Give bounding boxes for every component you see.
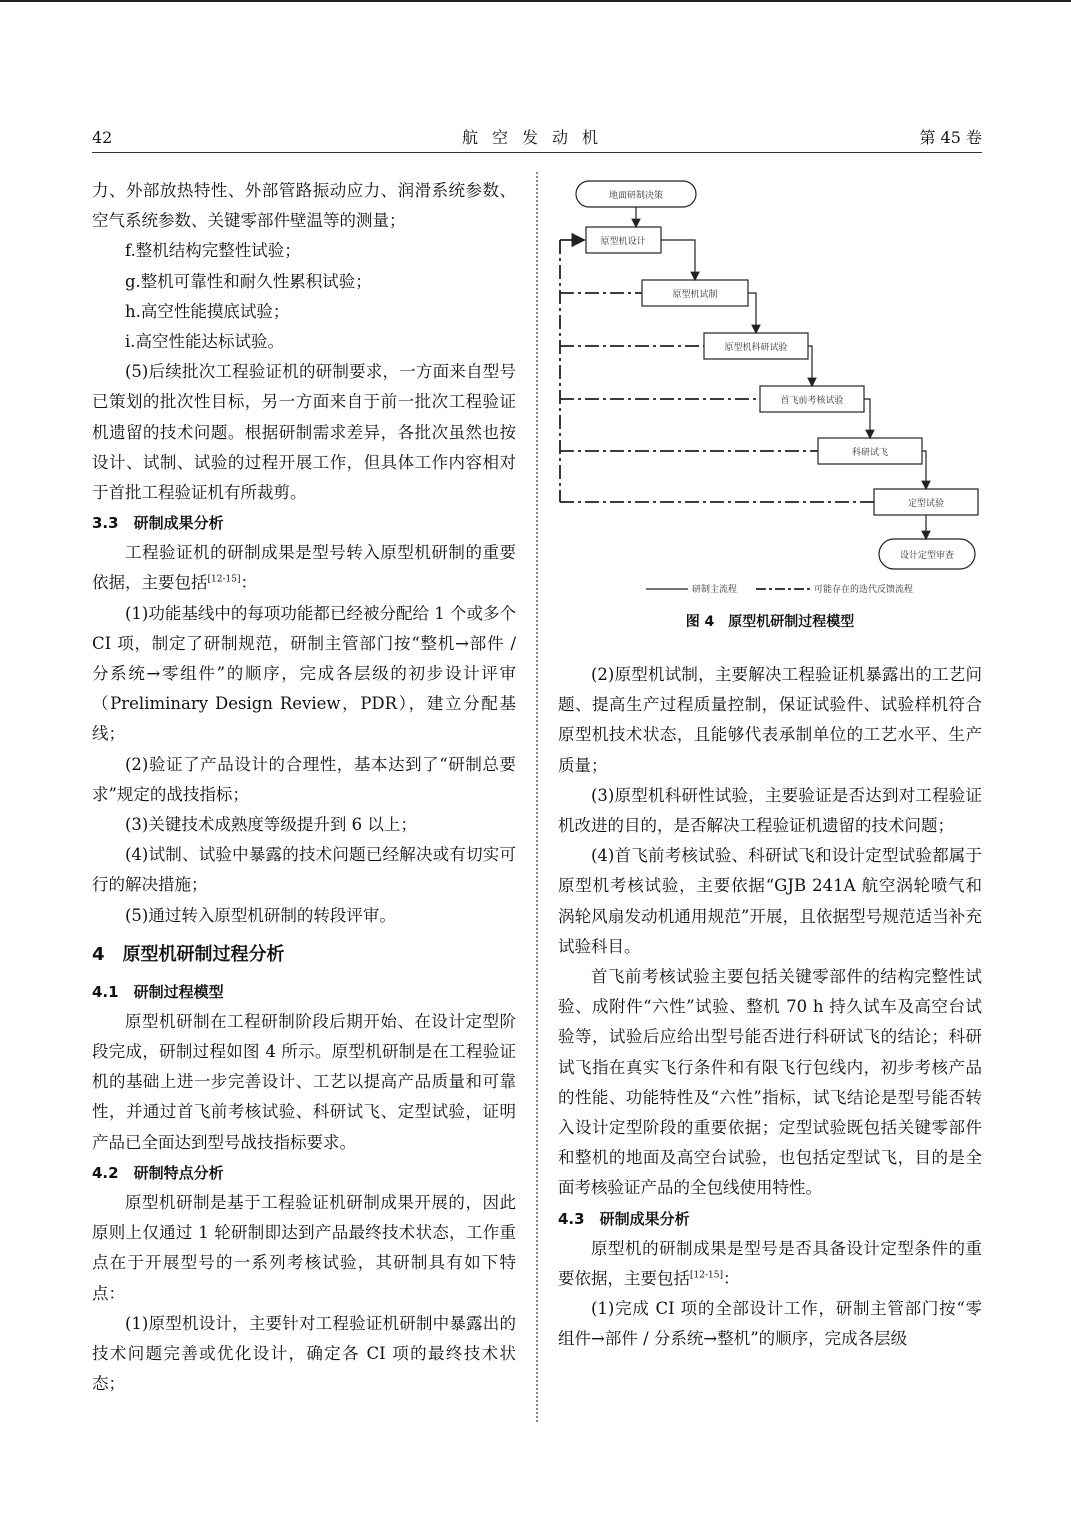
flow-arrow [661, 240, 695, 280]
legend-dash-label: 可能存在的迭代反馈流程 [814, 585, 914, 595]
page-number: 42 [92, 128, 113, 147]
paragraph [92, 538, 516, 598]
left-column [92, 176, 516, 1399]
paragraph [558, 1234, 982, 1294]
figure-4 [556, 172, 986, 602]
list-item: (1)功能基线中的每项功能都已经被分配给 1 个或多个 CI 项，制定了研制规范，研制主管部门按“整机→部件 / 分系统→零组件”的顺序，完成各层级的初步设计评审（Preliminary Design Review，PDR），建立分配基线； [92, 603, 516, 744]
list-item: (1)完成 CI 项的全部设计工作，研制主管部门按“零组件→部件 / 分系统→整机”的顺序，完成各层级 [558, 1299, 982, 1349]
paragraph: 力、外部放热特性、外部管路振动应力、润滑系统参数、空气系统参数、关键零部件壁温等的测量； [92, 181, 516, 231]
journal-title: 航空发动机 [461, 128, 612, 147]
node-label: 地面研制决策 [608, 191, 664, 201]
figure-caption: 图 4 原型机研制过程模型 [685, 614, 855, 630]
section-heading-4: 4 原型机研制过程分析 [92, 943, 285, 965]
header-rule [92, 152, 982, 153]
paragraph: (5)后续批次工程验证机的研制要求，一方面来自型号已策划的批次性目标，另一方面来自于前一批次工程验证机遗留的技术问题。根据研制需求差异，各批次虽然也按设计、试制、试验的过程开展工作，但具体工作内容相对于首批工程验证机有所裁剪。 [92, 362, 516, 503]
list-item: (4)首飞前考核试验、科研试飞和设计定型试验都属于原型机考核试验，主要依据“GJB 241A 航空涡轮喷气和涡轮风扇发动机通用规范”开展，且依据型号规范适当补充试验科目。 [558, 846, 982, 956]
paragraph-text: 原型机的研制成果是型号是否具备设计定型条件的重要依据，主要包括 [558, 1238, 982, 1288]
node-label: 首飞前考核试验 [780, 396, 844, 406]
node-label: 原型机试制 [672, 290, 718, 300]
paragraph: 首飞前考核试验主要包括关键零部件的结构完整性试验、成附件“六性”试验、整机 70 h 持久试车及高空台试验等，试验后应给出型号能否进行科研试飞的结论；科研试飞指在真实飞行条件和有限飞行包线内，初步考核产品的性能、功能特性及“六性”指标，试飞结论是型号能否转入设计定型阶段的重要依据；定型试验既包括关键零部件和整机的地面及高空台试验，也包括定型试飞，目的是全面考核验证产品的全包线使用特性。 [558, 967, 982, 1198]
citation: [12-15] [690, 1270, 723, 1281]
citation: [12-15] [207, 574, 241, 585]
node-label: 原型机科研试验 [724, 343, 788, 353]
list-item: (2)验证了产品设计的合理性，基本达到了“研制总要求”规定的战技指标； [92, 754, 516, 804]
list-item: (4)试制、试验中暴露的技术问题已经解决或有切实可行的解决措施； [92, 845, 516, 895]
node-label: 设计定型审查 [899, 551, 955, 561]
punctuation: ： [240, 573, 257, 593]
punctuation: ： [722, 1268, 740, 1288]
volume-label: 第 45 卷 [919, 128, 982, 147]
list-item: (5)通过转入原型机研制的转段评审。 [125, 905, 396, 925]
list-item: f.整机结构完整性试验； [125, 241, 301, 261]
right-column [558, 660, 982, 1354]
list-item: (3)关键技术成熟度等级提升到 6 以上； [125, 815, 417, 835]
list-item: (2)原型机试制，主要解决工程验证机暴露出的工艺问题、提高生产过程质量控制，保证试验件、试验样机符合原型机技术状态，且能够代表承制单位的工艺水平、生产质量； [558, 665, 982, 775]
flow-arrow [864, 399, 870, 438]
section-heading-4-2: 4.2 研制特点分析 [92, 1163, 224, 1182]
list-item: h.高空性能摸底试验； [125, 301, 290, 321]
running-header [92, 125, 982, 151]
paragraph: 原型机研制是基于工程验证机研制成果开展的，因此原则上仅通过 1 轮研制即达到产品最终技术状态，工作重点在于开展型号的一系列考核试验，其研制具有如下特点： [92, 1192, 516, 1303]
legend-solid-label: 研制主流程 [692, 585, 738, 595]
column-divider [536, 172, 538, 1422]
list-item: g.整机可靠性和耐久性累积试验； [125, 271, 372, 291]
list-item: (1)原型机设计，主要针对工程验证机研制中暴露出的技术问题完善或优化设计，确定各 CI 项的最终技术状态； [92, 1313, 516, 1394]
paragraph: 原型机研制在工程研制阶段后期开始、在设计定型阶段完成，研制过程如图 4 所示。原型机研制是在工程验证机的基础上进一步完善设计、工艺以提高产品质量和可靠性，并通过首飞前考核试验、科研试飞、定型试验，证明产品已全面达到型号战技指标要求。 [92, 1011, 516, 1152]
top-rule [0, 0, 1071, 2]
flowchart [556, 172, 986, 602]
paragraph-text: 工程验证机的研制成果是型号转入原型机研制的重要依据，主要包括 [92, 543, 516, 593]
node-label: 原型机设计 [600, 237, 646, 247]
section-heading-4-3: 4.3 研制成果分析 [558, 1209, 690, 1228]
section-heading-3-3: 3.3 研制成果分析 [92, 514, 224, 533]
section-heading-4-1: 4.1 研制过程模型 [92, 982, 224, 1001]
node-label: 科研试飞 [851, 448, 889, 458]
list-item: i.高空性能达标试验。 [125, 332, 285, 352]
node-label: 定型试验 [907, 499, 945, 509]
flow-arrow [748, 293, 756, 333]
list-item: (3)原型机科研性试验，主要验证是否达到对工程验证机改进的目的，是否解决工程验证机遗留的技术问题； [558, 785, 982, 836]
